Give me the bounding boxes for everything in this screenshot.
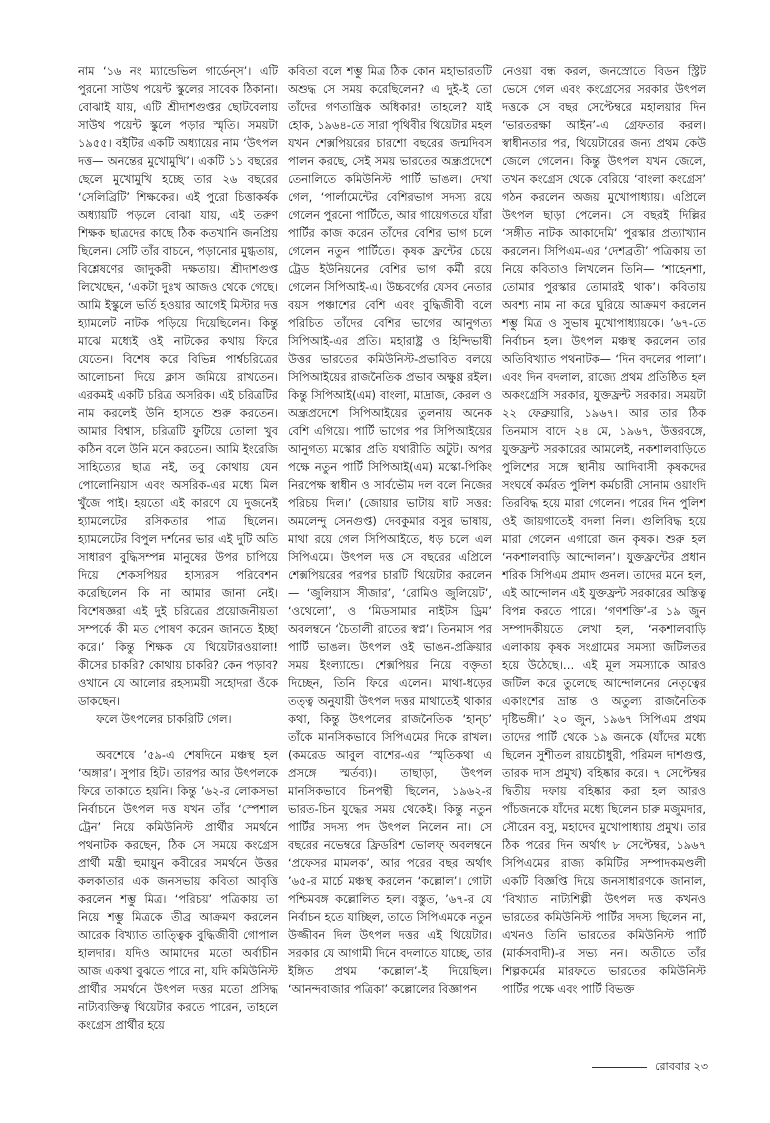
paragraph: কবিতা বলে শম্ভু মিত্র ঠিক কোন মহাভারতটি অশুদ্ধ সে সময় করেছিলেন? এ দুই-ই তো তাঁদের গণতান্ত্রিক অধিকার! তাহলে? যাই হোক, ১৯৬৪-তে সারা পৃথিবীর থিয়েটার মহল যখন শেক্সপিয়রের চারশো বছরের জন্মদিবস পালন করছে, সেই সময় ভারতের অন্ধ্রপ্রদেশে তেনালিতে কমিউনিস্ট পার্টি ভাঙল। দেখা গেল, ‘পার্লামেন্টের বেশিরভাগ সদস্য রয়ে গেলেন পুরনো পার্টিতে, আর গায়েগতরে যাঁরা পার্টির কাজ করেন তাঁদের বেশির ভাগ চলে গেলেন নতুন পার্টিতে। কৃষক ফ্রন্টের চেয়ে ট্রেড ইউনিয়নের বেশির ভাগ কর্মী রয়ে গেলেন সিপিআই-এ। উচ্চবর্গের যেসব নেতার বয়স পঞ্চাশের বেশি এবং বুদ্ধিজীবী বলে পরিচিত তাঁদের বেশির ভাগের আনুগত্য সিপিআই-এর প্রতি। মহারাষ্ট্র ও হিন্দিভাষী উত্তর ভারতের কমিউনিস্ট-প্রভাবিত বলয়ে সিপিআইয়ের রাজনৈতিক প্রভাব অক্ষুণ্ণ রইল। কিন্তু সিপিআই(এম) বাংলা, মাদ্রাজ, কেরল ও অন্ধ্রপ্রদেশে সিপিআইয়ের তুলনায় অনেক বেশি এগিয়ে। পার্টি ভাগের পর সিপিআইয়ের আনুগত্য মস্কোর প্রতি যথারীতি অটুট। অপর পক্ষে নতুন পার্টি সিপিআই(এম) মস্কো-পিকিং নিরপেক্ষ স্বাধীন ও সার্বভৌম দল বলে নিজের পরিচয় দিল।’ (জোয়ার ভাটায় ষাট সত্তর: অমলেন্দু সেনগুপ্ত) দেবকুমার বসুর ভাষায়, মাথা রয়ে গেল সিপিআইতে, ধড় চলে এল সিপিএমে। উৎপল দত্ত সে বছরের এপ্রিলে শেক্সপিয়রের পরপর চারটি থিয়েটার করলেন— ‘জুলিয়াস সীজার’, ‘রোমিও জুলিয়েট’, ‘ওথেলো’, ও ‘মিডসামার নাইটস ড্রিম’ অবলম্বনে ‘চৈতালী রাতের স্বপ্ন’। তিনমাস পর পার্টি ভাঙল। উৎপল ওই ভাঙন-প্রক্রিয়ার সময় ইংল্যান্ডে। শেক্সপিয়র নিয়ে বক্তৃতা দিচ্ছেন, তিনি ফিরে এলেন। মাথা-ধড়ের তত্ত্ব অনুযায়ী উৎপল দত্তর মাথাতেই থাকার কথা, কিন্তু উৎপলের রাজনৈতিক ‘হান্চ’ তাঁকে মানসিকভাবে সিপিএমের দিকে রাখল। (কমরেড আবুল বাশের-এর ‘স্মৃতিকথা এ প্রসঙ্গে স্মর্তব্য)। তাছাড়া, উৎপল মানসিকভাবে চিনপন্থী ছিলেন, ১৯৬২-র ভারত-চিন যুদ্ধের সময় থেকেই। কিন্তু নতুন পার্টির সদস্য পদ উৎপল নিলেন না। সে বছরের নভেম্বরে ফ্রিডরিশ ভোলফ্ অবলম্বনে ‘প্রফেসর মামলক’, আর পরের বছর অর্থাৎ ’৬৫-র মার্চে মঞ্চস্থ করলেন ‘কল্লোল’। গোটা পশ্চিমবঙ্গ কল্লোলিত হল। বস্তুত, ’৬৭-র যে নির্বাচন হতে যাচ্ছিল, তাতে সিপিএমকে নতুন উজ্জীবন দিল উৎপল দত্তর এই থিয়েটার। সরকার যে আগামী দিনে বদলাতে যাচ্ছে, তার ইঙ্গিত প্রথম ‘কল্লোল’-ই দিয়েছিল। ‘আনন্দবাজার পত্রিকা’ কল্লোলের বিজ্ঞাপন	[288, 64, 492, 996]
paragraph: অবশেষে ’৫৯-এ শেষদিনে মঞ্চস্থ হল ‘অঙ্গার’। সুপার হিট। তারপর আর উৎপলকে ফিরে তাকাতে হয়নি। কিন্তু ’৬২-র লোকসভা নির্বাচনে উৎপল দত্ত যখন তাঁর ‘স্পেশাল ট্রেন’ নিয়ে কমিউনিস্ট প্রার্থীর সমর্থনে পথনাটক করছেন, ঠিক সে সময়ে কংগ্রেস প্রার্থী মন্ত্রী হুমায়ুন কবীরের সমর্থনে উত্তর কলকাতার এক জনসভায় কবিতা আবৃত্তি করলেন শম্ভু মিত্র। ‘পরিচয়’ পত্রিকায় তা নিয়ে শম্ভু মিত্রকে তীব্র আক্রমণ করলেন আরেক বিখ্যাত তাত্ত্বিক বুদ্ধিজীবী গোপাল হালদার। যদিও আমাদের মতো অর্বাচীন আজ একথা বুঝতে পারে না, যদি কমিউনিস্ট প্রার্থীর সমর্থনে উৎপল দত্তর মতো প্রসিদ্ধ নাট্যব্যক্তিত্ব থিয়েটার করতে পারেন, তাহলে কংগ্রেস প্রার্থীর হয়ে	[78, 748, 278, 1032]
paragraph: নাম ‘১৬ নং ম্যান্ডেভিল গার্ডেন্‌স’। এটি পুরনো সাউথ পয়েন্ট স্কুলের সাবেক ঠিকানা। বোঝাই যায়, এটি শ্রীদাশগুপ্তর ছোটবেলায় সাউথ পয়েন্ট স্কুলে পড়ার স্মৃতি। সময়টা ১৯৫৫। বইটির একটি অধ্যায়ের নাম ‘উৎপল দত্ত— অনন্তের মুখোমুখি’। একটি ১১ বছরের ছেলে মুখোমুখি হচ্ছে তার ২৬ বছরের ‘সেলিব্রিটি’ শিক্ষকের। এই পুরো চিত্তাকর্ষক অধ্যায়টি পড়লে বোঝা যায়, এই তরুণ শিক্ষক ছাত্রদের কাছে ঠিক কতখানি জনপ্রিয় ছিলেন। সেটি তাঁর বাচনে, পড়ানোর মুগ্ধতায়, বিশ্লেষণের জাদুকরী দক্ষতায়। শ্রীদাশগুপ্ত লিখেছেন, ‘একটা দুঃখ আজও থেকে গেছে। আমি ইস্কুলে ভর্তি হওয়ার আগেই মিস্টার দত্ত হ্যামলেট নাটক পড়িয়ে দিয়েছিলেন। কিন্তু মাঝে মধ্যেই ওই নাটকের কথায় ফিরে যেতেন। বিশেষ করে বিভিন্ন পার্শ্বচরিত্রের আলোচনা দিয়ে ক্লাস জমিয়ে রাখতেন। এরকমই একটি চরিত্র অসরিক। এই চরিত্রটির নাম করলেই উনি হাসতে শুরু করতেন। আমার বিশ্বাস, চরিত্রটি ফুটিয়ে তোলা খুব কঠিন বলে উনি মনে করতেন। আমি ইংরেজি সাহিত্যের ছাত্র নই, তবু কোথায় যেন পোলোনিয়াস এবং অসরিক-এর মধ্যে মিল খুঁজে পাই। হয়তো এই কারণে যে দুজনেই হ্যামলেটের রসিকতার পাত্র ছিলেন। হ্যামলেটের বিপুল দর্শনের ভার এই দুটি অতি সাধারণ বুদ্ধিসম্পন্ন মানুষের উপর চাপিয়ে দিয়ে শেকসপিয়র হাস্যরস পরিবেশন করেছিলেন কি না আমার জানা নেই। বিশেষজ্ঞরা এই দুই চরিত্রের প্রয়োজনীয়তা সম্পর্কে কী মত পোষণ করেন জানতে ইচ্ছা করে।’ কিন্তু শিক্ষক যে থিয়েটারওয়ালা! কীসের চাকরি? কোথায় চাকরি? কেন পড়াব? ওখানে যে আলোর রহস্যময়ী সহোদরা ওঁকে ডাকছেন।	[78, 64, 278, 708]
paragraph: ফলে উৎপলের চাকরিটি গেল।	[96, 712, 232, 726]
page-footer	[592, 1059, 708, 1075]
article-column-3	[502, 62, 706, 1062]
footer-page-label: রোববার ২৩	[655, 1059, 708, 1073]
article-column-2	[288, 62, 492, 1062]
article-column-1	[78, 62, 278, 1062]
paragraph: নেওয়া বন্ধ করল, জনস্রোতে বিডন স্ট্রিট ভেসে গেল এবং কংগ্রেসের সরকার উৎপল দত্তকে সে বছর সেপ্টেম্বরে মহালয়ার দিন ‘ভারতরক্ষা আইন’-এ গ্রেফতার করল। স্বাধীনতার পর, থিয়েটারের জন্য প্রথম কেউ জেলে গেলেন। কিন্তু উৎপল যখন জেলে, তখন কংগ্রেস থেকে বেরিয়ে ‘বাংলা কংগ্রেস’ গঠন করলেন অজয় মুখোপাধ্যায়। এপ্রিলে উৎপল ছাড়া পেলেন। সে বছরই দিল্লির ‘সঙ্গীত নাটক আকাদেমি’ পুরস্কার প্রত্যাখ্যান করলেন। সিপিএম-এর ‘দেশব্রতী’ পত্রিকায় তা নিয়ে কবিতাও লিখলেন তিনি— ‘শাহেনশা, তোমার পুরস্কার তোমারই থাক’। কবিতায় অবশ্য নাম না করে ঘুরিয়ে আক্রমণ করলেন শম্ভু মিত্র ও সুভাষ মুখোপাধ্যায়কে। ’৬৭-তে নির্বাচন হল। উৎপল মঞ্চস্থ করলেন তার অতিবিখ্যাত পথনাটক— ‘দিন বদলের পালা’। এবং দিন বদলাল, রাজ্যে প্রথম প্রতিষ্ঠিত হল অকংগ্রেসি সরকার, যুক্তফ্রন্ট সরকার। সময়টা ২২ ফেব্রুয়ারি, ১৯৬৭। আর তার ঠিক তিনমাস বাদে ২৪ মে, ১৯৬৭, উত্তরবঙ্গে, যুক্তফ্রন্ট সরকারের আমলেই, নকশালবাড়িতে পুলিশের সঙ্গে স্থানীয় আদিবাসী কৃষকদের সংঘর্ষে কর্মরত পুলিশ কর্মচারী সোনাম ওয়াংদি তিরবিদ্ধ হয়ে মারা গেলেন। পরের দিন পুলিশ ওই জায়গাতেই বদলা নিল। গুলিবিদ্ধ হয়ে মারা গেলেন এগারো জন কৃষক। শুরু হল ‘নকশালবাড়ি আন্দোলন’। যুক্তফ্রন্টের প্রধান শরিক সিপিএম প্রমাদ গুনল। তাদের মনে হল, এই আন্দোলন এই যুক্তফ্রন্ট সরকারের অস্তিত্ব বিপন্ন করতে পারে। ‘গণশক্তি’-র ১৯ জুন সম্পাদকীয়তে লেখা হল, ‘নকশালবাড়ি এলাকায় কৃষক সংগ্রামের সমস্যা জটিলতর হয়ে উঠেছে।… এই মূল সমস্যাকে আরও জটিল করে তুলেছে আন্দোলনের নেতৃত্বের একাংশের ভ্রান্ত ও অতুল্য রাজনৈতিক দৃষ্টিভঙ্গী।’ ২০ জুন, ১৯৬৭ সিপিএম প্রথম তাদের পার্টি থেকে ১৯ জনকে (যাঁদের মধ্যে ছিলেন সুশীতল রায়চৌধুরী, পরিমল দাশগুপ্ত, তারক দাস প্রমুখ) বহিষ্কার করে। ৭ সেপ্টেম্বর দ্বিতীয় দফায় বহিষ্কার করা হল আরও পাঁচজনকে যাঁদের মধ্যে ছিলেন চারু মজুমদার, সৌরেন বসু, মহাদেব মুখোপাধ্যায় প্রমুখ। তার ঠিক পরের দিন অর্থাৎ ৮ সেপ্টেম্বর, ১৯৬৭ সিপিএমের রাজ্য কমিটির সম্পাদকমণ্ডলী একটি বিজ্ঞপ্তি দিয়ে জনসাধারণকে জানাল, ‘বিখ্যাত নাট্যশিল্পী উৎপল দত্ত কখনও ভারতের কমিউনিস্ট পার্টির সদস্য ছিলেন না, এখনও তিনি ভারতের কমিউনিস্ট পার্টি (মার্কসবাদী)-র সভ্য নন। অতীতে তাঁর শিল্পকর্মের মারফতে ভারতের কমিউনিস্ট পার্টির পক্ষে এবং পার্টি বিভক্ত	[502, 64, 706, 996]
footer-rule	[592, 1067, 647, 1068]
